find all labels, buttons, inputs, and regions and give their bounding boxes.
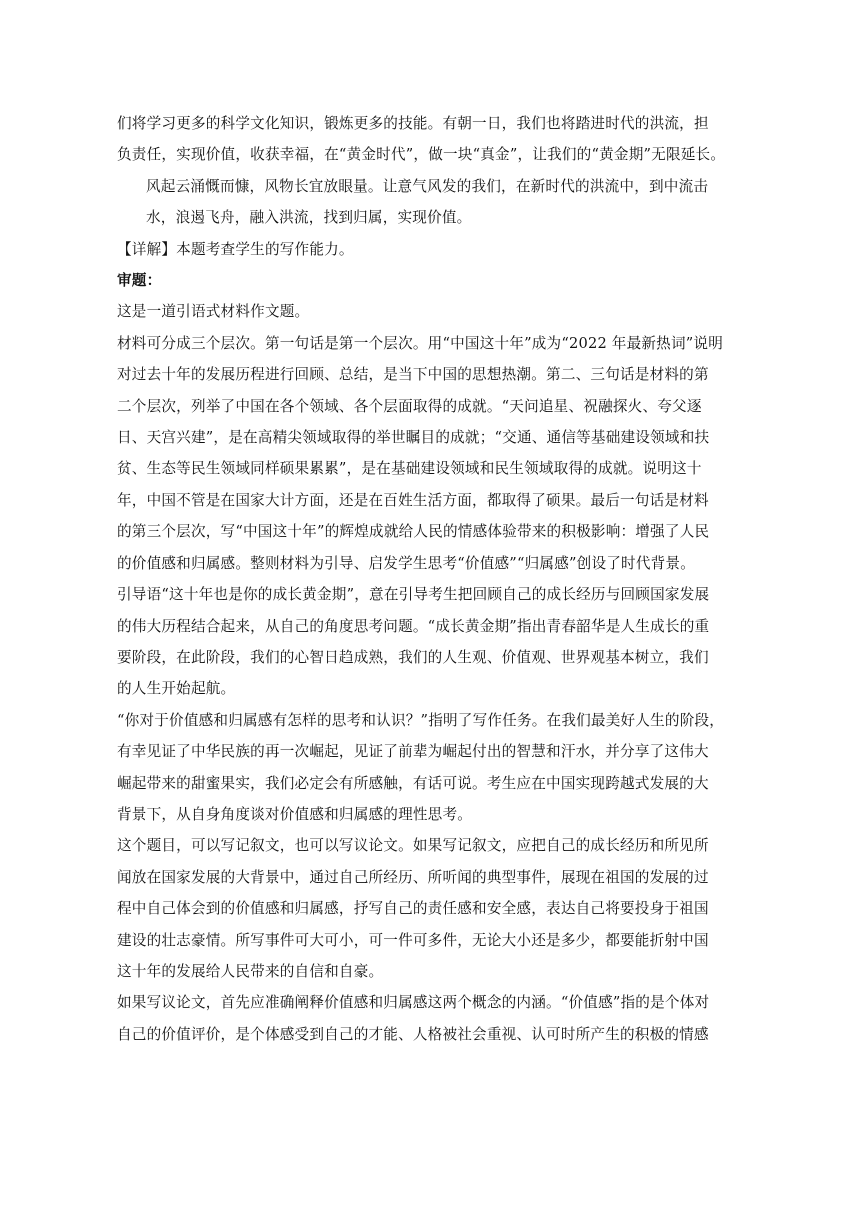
text-line: 如果写议论文，首先应准确阐释价值感和归属感这两个概念的内涵。“价值感”指的是个体对 <box>117 994 710 1012</box>
text-line: 的第三个层次，写“中国这十年”的辉煌成就给人民的情感体验带来的积极影响：增强了人民 <box>117 523 710 541</box>
text-line: 这个题目，可以写记叙文，也可以写议论文。如果写记叙文，应把自己的成长经历和所见所 <box>117 837 709 855</box>
paragraph-essay-closing-1 <box>117 108 742 171</box>
text-line: 引导语“这十年也是你的成长黄金期”，意在引导考生把回顾自己的成长经历与回顾国家发展 <box>117 586 710 604</box>
text-line: 对过去十年的发展历程进行回顾、总结，是当下中国的思想热潮。第二、三句话是材料的第 <box>117 366 709 384</box>
text-line: 负责任，实现价值，收获幸福，在“黄金时代”，做一块“真金”，让我们的“黄金期”无限延长。 <box>117 146 726 164</box>
text-line: 这十年的发展给人民带来的自信和自豪。 <box>117 962 384 980</box>
text-line: 建设的壮志豪情。所写事件可大可小，可一件可多件，无论大小还是多少，都要能折射中国 <box>117 931 709 949</box>
text-line: 材料可分成三个层次。第一句话是第一个层次。用“中国这十年”成为“2022 年最新热词”说明 <box>117 334 724 352</box>
text-line: 有幸见证了中华民族的再一次崛起，见证了前辈为崛起付出的智慧和汗水，并分享了这伟大 <box>117 743 709 761</box>
paragraph-detail-heading <box>117 234 742 265</box>
text-line: 水，浪遏飞舟，融入洪流，找到归属，实现价值。 <box>146 209 472 227</box>
text-line: 崛起带来的甜蜜果实，我们必定会有所感触，有话可说。考生应在中国实现跨越式发展的大 <box>117 774 709 792</box>
text-line: 们将学习更多的科学文化知识，锻炼更多的技能。有朝一日，我们也将踏进时代的洪流，担 <box>117 115 709 132</box>
document-body <box>117 108 742 1050</box>
text-line: 背景下，从自身角度谈对价值感和归属感的理性思考。 <box>117 805 473 823</box>
paragraph-guide-analysis <box>117 579 742 705</box>
text-line: 的价值感和归属感。整则材料为引导、启发学生思考“价值感”“归属感”创设了时代背景。 <box>117 554 696 572</box>
text-line: 【详解】本题考查学生的写作能力。 <box>117 240 354 258</box>
text-line: 风起云涌慨而慷，风物长宜放眼量。让意气风发的我们，在新时代的洪流中，到中流击 <box>146 177 709 195</box>
text-line: “你对于价值感和归属感有怎样的思考和认识？”指明了写作任务。在我们最美好人生的阶段， <box>117 711 725 729</box>
text-line: 贫、生态等民生领域同样硕果累累”，是在基础建设领域和民生领域取得的成就。说明这十 <box>117 460 702 478</box>
text-line: 这是一道引语式材料作文题。 <box>117 303 310 321</box>
paragraph-narrative-advice <box>117 830 742 987</box>
text-line: 审题： <box>117 272 162 290</box>
text-line: 程中自己体会到的价值感和归属感，抒写自己的责任感和安全感，表达自己将要投身于祖国 <box>117 900 709 918</box>
text-line: 日、天宫兴建”，是在高精尖领域取得的举世瞩目的成就；“交通、通信等基础建设领域和扶 <box>117 429 710 447</box>
paragraph-essay-closing-2 <box>117 171 742 234</box>
paragraph-review-type <box>117 296 742 327</box>
text-line: 要阶段，在此阶段，我们的心智日趋成熟，我们的人生观、价值观、世界观基本树立，我们 <box>117 648 709 666</box>
paragraph-material-analysis <box>117 328 742 579</box>
text-line: 的人生开始起航。 <box>117 680 236 698</box>
text-line: 二个层次，列举了中国在各个领域、各个层面取得的成就。“天问追星、祝融探火、夸父逐 <box>117 397 702 415</box>
text-line: 的伟大历程结合起来，从自己的角度思考问题。“成长黄金期”指出青春韶华是人生成长的重 <box>117 617 710 635</box>
text-line: 年，中国不管是在国家大计方面，还是在百姓生活方面，都取得了硕果。最后一句话是材料 <box>117 491 709 509</box>
paragraph-task-analysis <box>117 705 742 831</box>
paragraph-review-heading <box>117 265 742 296</box>
text-line: 闻放在国家发展的大背景中，通过自己所经历、所听闻的典型事件，展现在祖国的发展的过 <box>117 868 709 886</box>
paragraph-argument-advice <box>117 987 742 1050</box>
text-line: 自己的价值评价，是个体感受到自己的才能、人格被社会重视、认可时所产生的积极的情感 <box>117 1025 709 1043</box>
